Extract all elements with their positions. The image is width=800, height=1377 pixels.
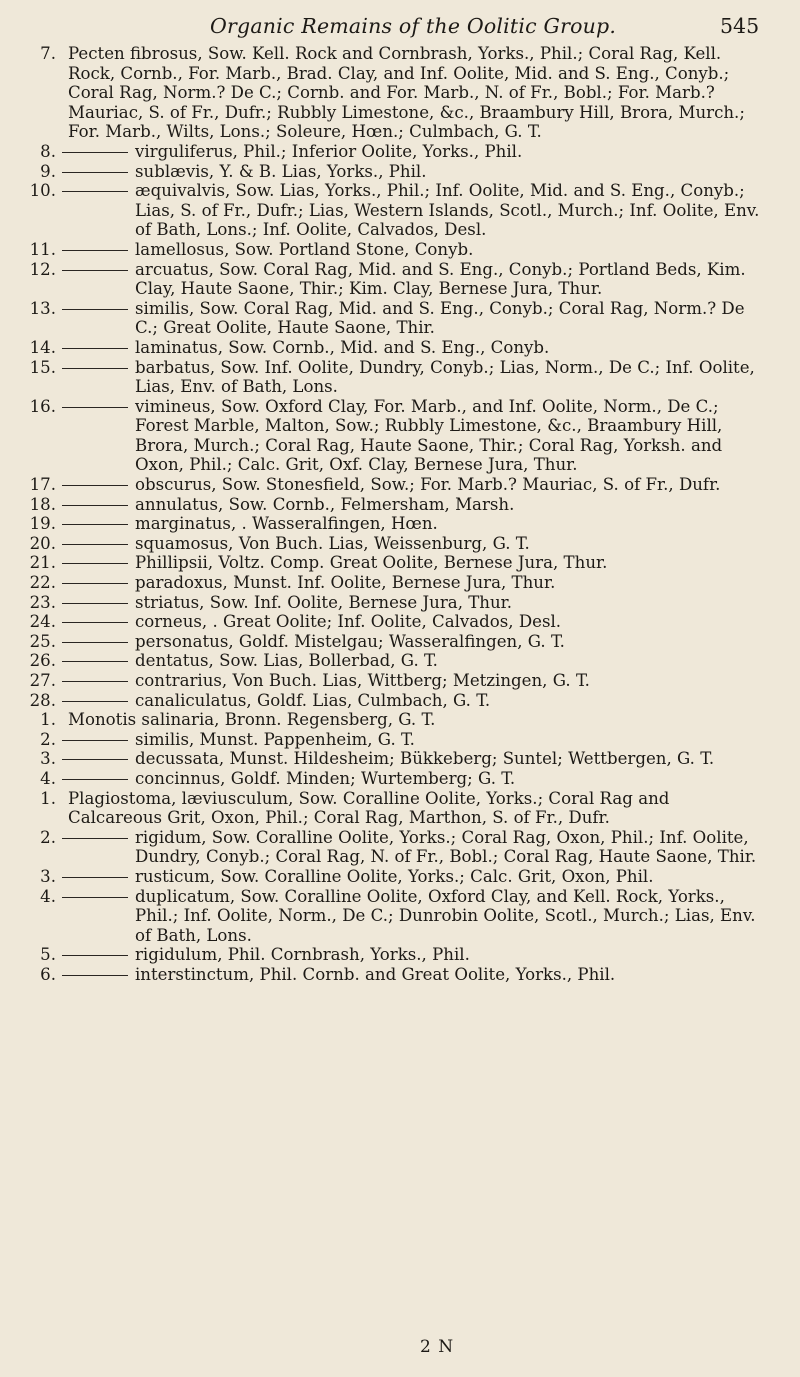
entry-text: contrarius, Von Buch. Lias, Wittberg; Metzingen, G. T. — [135, 671, 590, 690]
ditto-rule — [62, 642, 128, 643]
entry-text: concinnus, Goldf. Minden; Wurtemberg; G. T. — [135, 768, 516, 788]
ditto-rule — [62, 681, 128, 682]
list-item — [0, 789, 800, 828]
entry-number: 6. — [40, 964, 56, 984]
entry-number: 15. — [29, 357, 56, 377]
entry-text: lamellosus, Sow. Portland Stone, Conyb. — [135, 239, 474, 259]
ditto-rule — [62, 172, 128, 173]
entry-text: duplicatum, Sow. Coralline Oolite, Oxford Clay, and Kell. Rock, Yorks., Phil.; Inf. Oolite, Norm., De C.; Dunrobin Oolite, Scotl., Murch.; Lias, Env. of Bath, Lons. — [135, 886, 756, 945]
entry-number: 23. — [29, 592, 56, 612]
entry-number: 24. — [29, 612, 56, 632]
list-item — [0, 162, 800, 182]
entry-number: 25. — [29, 631, 56, 651]
list-item — [0, 632, 800, 652]
list-item — [0, 887, 800, 946]
ditto-rule — [62, 583, 128, 584]
entry-text: obscurus, Sow. Stonesfield, Sow.; For. Marb.? Mauriac, S. of Fr., Dufr. — [135, 475, 721, 495]
ditto-rule — [62, 955, 128, 956]
entry-text: rusticum, Sow. Coralline Oolite, Yorks.; Calc. Grit, Oxon, Phil. — [135, 866, 654, 886]
entry-text: laminatus, Sow. Cornb., Mid. and S. Eng., Conyb. — [135, 337, 550, 357]
entry-number: 20. — [29, 533, 56, 553]
entry-text: striatus, Sow. Inf. Oolite, Bernese Jura, Thur. — [135, 592, 513, 612]
ditto-rule — [62, 603, 128, 604]
printer-signature: 2 N — [420, 1337, 455, 1357]
list-item — [0, 240, 800, 260]
ditto-rule — [62, 152, 128, 153]
entry-text: annulatus, Sow. Cornb., Felmersham, Marsh. — [135, 494, 515, 514]
entry-number: 14. — [29, 337, 56, 357]
ditto-rule — [62, 701, 128, 702]
list-item — [0, 867, 800, 887]
ditto-rule — [62, 524, 128, 525]
entry-number: 19. — [29, 514, 56, 534]
entry-number: 3. — [40, 866, 56, 886]
list-item — [0, 828, 800, 867]
ditto-rule — [62, 348, 128, 349]
ditto-rule — [62, 877, 128, 878]
entry-text: paradoxus, Munst. Inf. Oolite, Bernese Jura, Thur. — [135, 573, 556, 593]
list-item — [0, 181, 800, 240]
entry-text: squamosus, Von Buch. Lias, Weissenburg, G. T. — [135, 533, 530, 553]
page-number: 545 — [720, 14, 760, 38]
entry-number: 28. — [29, 690, 56, 710]
list-item — [0, 514, 800, 534]
ditto-rule — [62, 544, 128, 545]
species-list — [0, 44, 800, 985]
entry-text: Pecten fibrosus, Sow. Kell. Rock and Cornbrash, Yorks., Phil.; Coral Rag, Kell. Rock, Cornb., For. Marb., Brad. Clay, and Inf. Oolite, Mid. and S. Eng., Conyb.; Coral Rag, Norm.? De C.; Cornb. and For. Marb., N. of Fr., Bobl.; For. Marb.? Mauriac, S. of Fr., Dufr.; Rubbly Limestone, &c., Braambury Hill, Brora, Murch.; For. Marb., Wilts, Lons.; Soleure, Hœn.; Culmbach, G. T. — [68, 44, 745, 142]
entry-text: decussata, Munst. Hildesheim; Bükkeberg; Suntel; Wettbergen, G. T. — [135, 749, 715, 769]
ditto-rule — [62, 838, 128, 839]
running-title: Organic Remains of the Oolitic Group. — [210, 14, 617, 38]
entry-text: rigidulum, Phil. Cornbrash, Yorks., Phil. — [135, 945, 470, 965]
entry-text: Phillipsii, Voltz. Comp. Great Oolite, Bernese Jura, Thur. — [135, 553, 608, 573]
ditto-rule — [62, 563, 128, 564]
ditto-rule — [62, 897, 128, 898]
entry-text: interstinctum, Phil. Cornb. and Great Oolite, Yorks., Phil. — [135, 964, 616, 984]
entry-number: 18. — [29, 494, 56, 514]
list-item — [0, 730, 800, 750]
ditto-rule — [62, 485, 128, 486]
entry-text: sublævis, Y. & B. Lias, Yorks., Phil. — [135, 161, 427, 181]
list-item — [0, 965, 800, 985]
ditto-rule — [62, 309, 128, 310]
entry-number: 16. — [29, 396, 56, 416]
entry-number: 1. — [40, 710, 56, 730]
entry-number: 12. — [29, 259, 56, 279]
entry-number: 13. — [29, 298, 56, 318]
list-item — [0, 691, 800, 711]
list-item — [0, 397, 800, 475]
entry-text: corneus, . Great Oolite; Inf. Oolite, Calvados, Desl. — [135, 612, 562, 632]
entry-text: æquivalvis, Sow. Lias, Yorks., Phil.; Inf. Oolite, Mid. and S. Eng., Conyb.; Lias, S. of Fr., Dufr.; Lias, Western Islands, Scotl., Murch.; Inf. Oolite, Env. of Bath, Lons.; Inf. Oolite, Calvados, Desl. — [135, 181, 760, 240]
ditto-rule — [62, 191, 128, 192]
ditto-rule — [62, 407, 128, 408]
list-item — [0, 612, 800, 632]
entry-number: 4. — [40, 768, 56, 788]
ditto-rule — [62, 759, 128, 760]
ditto-rule — [62, 740, 128, 741]
entry-text: rigidum, Sow. Coralline Oolite, Yorks.; Coral Rag, Oxon, Phil.; Inf. Oolite, Dundry, Conyb.; Coral Rag, N. of Fr., Bobl.; Coral Rag, Haute Saone, Thir. — [135, 827, 757, 867]
ditto-rule — [62, 779, 128, 780]
ditto-rule — [62, 661, 128, 662]
ditto-rule — [62, 622, 128, 623]
list-item — [0, 573, 800, 593]
ditto-rule — [62, 975, 128, 976]
entry-text: Plagiostoma, læviusculum, Sow. Coralline Oolite, Yorks.; Coral Rag and Calcareous Grit, Oxon, Phil.; Coral Rag, Marthon, S. of Fr., Dufr. — [68, 788, 670, 828]
page-header — [0, 14, 800, 42]
entry-number: 4. — [40, 886, 56, 906]
ditto-rule — [62, 270, 128, 271]
entry-number: 22. — [29, 573, 56, 593]
entry-text: virguliferus, Phil.; Inferior Oolite, Yorks., Phil. — [135, 141, 523, 161]
entry-text: Monotis salinaria, Bronn. Regensberg, G. T. — [68, 710, 436, 730]
entry-number: 21. — [29, 553, 56, 573]
list-item — [0, 338, 800, 358]
entry-text: similis, Sow. Coral Rag, Mid. and S. Eng., Conyb.; Coral Rag, Norm.? De C.; Great Oolite, Haute Saone, Thir. — [135, 298, 745, 338]
list-item — [0, 299, 800, 338]
list-item — [0, 945, 800, 965]
list-item — [0, 769, 800, 789]
entry-text: vimineus, Sow. Oxford Clay, For. Marb., and Inf. Oolite, Norm., De C.; Forest Marble, Malton, Sow.; Rubbly Limestone, &c., Braambury Hill, Brora, Murch.; Coral Rag, Haute Saone, Thir.; Coral Rag, Yorksh. and Oxon, Phil.; Calc. Grit, Oxf. Clay, Bernese Jura, Thur. — [135, 396, 723, 475]
entry-text: marginatus, . Wasseralfingen, Hœn. — [135, 514, 438, 534]
list-item — [0, 534, 800, 554]
list-item — [0, 475, 800, 495]
ditto-rule — [62, 368, 128, 369]
entry-number: 5. — [40, 945, 56, 965]
entry-number: 8. — [40, 141, 56, 161]
list-item — [0, 260, 800, 299]
entry-text: canaliculatus, Goldf. Lias, Culmbach, G. T. — [135, 690, 491, 710]
entry-number: 10. — [29, 181, 56, 201]
entry-text: similis, Munst. Pappenheim, G. T. — [135, 729, 415, 749]
entry-number: 2. — [40, 827, 56, 847]
entry-number: 9. — [40, 161, 56, 181]
entry-number: 3. — [40, 749, 56, 769]
list-item — [0, 593, 800, 613]
entry-number: 11. — [29, 239, 56, 259]
entry-number: 27. — [29, 671, 56, 690]
list-item — [0, 358, 800, 397]
entry-text: barbatus, Sow. Inf. Oolite, Dundry, Conyb.; Lias, Norm., De C.; Inf. Oolite, Lias, Env. of Bath, Lons. — [135, 357, 755, 397]
list-item — [0, 710, 800, 730]
ditto-rule — [62, 250, 128, 251]
entry-text: personatus, Goldf. Mistelgau; Wasseralfingen, G. T. — [135, 631, 565, 651]
list-item — [0, 495, 800, 515]
list-item — [0, 44, 800, 142]
entry-number: 2. — [40, 729, 56, 749]
list-item — [0, 142, 800, 162]
entry-number: 1. — [40, 788, 56, 808]
entry-number: 17. — [29, 475, 56, 495]
entry-number: 7. — [40, 44, 56, 63]
entry-text: dentatus, Sow. Lias, Bollerbad, G. T. — [135, 651, 438, 671]
entry-number: 26. — [29, 651, 56, 671]
list-item — [0, 651, 800, 671]
list-item — [0, 749, 800, 769]
list-item — [0, 671, 800, 691]
entry-text: arcuatus, Sow. Coral Rag, Mid. and S. Eng., Conyb.; Portland Beds, Kim. Clay, Haute Saone, Thir.; Kim. Clay, Bernese Jura, Thur. — [135, 259, 746, 299]
list-item — [0, 553, 800, 573]
ditto-rule — [62, 505, 128, 506]
